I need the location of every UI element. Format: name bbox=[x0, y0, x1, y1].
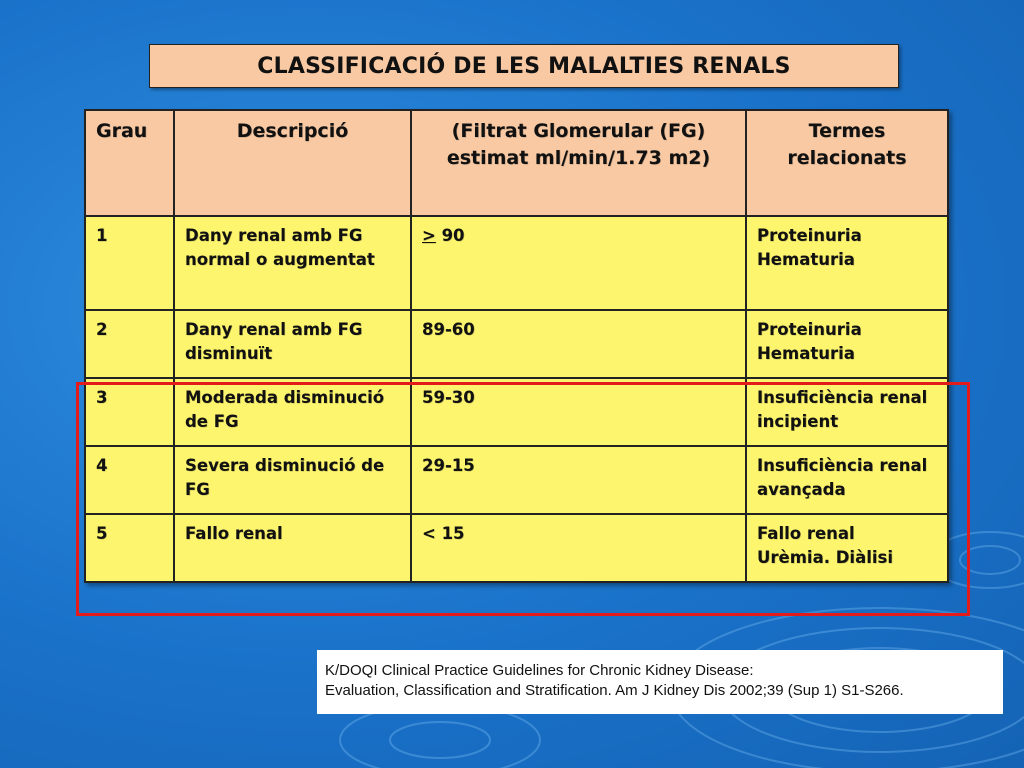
renal-classification-table bbox=[84, 109, 949, 583]
greater-equal-symbol: > bbox=[422, 226, 436, 245]
cell-fg: < 15 bbox=[411, 514, 746, 582]
cell-grau: 4 bbox=[85, 446, 174, 514]
cell-grau: 3 bbox=[85, 378, 174, 446]
cell-grau: 2 bbox=[85, 310, 174, 378]
slide-title: CLASSIFICACIÓ DE LES MALALTIES RENALS bbox=[149, 44, 899, 88]
fg-value: 90 bbox=[435, 226, 465, 245]
header-grau: Grau bbox=[85, 110, 174, 216]
table-row bbox=[85, 446, 948, 514]
cell-fg: 29-15 bbox=[411, 446, 746, 514]
cell-descripcio: Dany renal amb FG normal o augmentat bbox=[174, 216, 411, 310]
cell-termes bbox=[746, 514, 948, 582]
cell-fg bbox=[411, 216, 746, 310]
table-row bbox=[85, 216, 948, 310]
table-row bbox=[85, 514, 948, 582]
termes-line: Insuficiència renal incipient bbox=[757, 388, 928, 431]
table-row bbox=[85, 310, 948, 378]
table-row bbox=[85, 378, 948, 446]
cell-grau: 1 bbox=[85, 216, 174, 310]
header-termes: Termes relacionats bbox=[746, 110, 948, 216]
header-descripcio: Descripció bbox=[174, 110, 411, 216]
citation-box bbox=[317, 650, 1003, 714]
termes-line: Hematuria bbox=[757, 249, 855, 269]
cell-descripcio: Moderada disminució de FG bbox=[174, 378, 411, 446]
termes-line: Fallo renal bbox=[757, 524, 855, 543]
termes-line: Hematuria bbox=[757, 343, 855, 363]
cell-fg: 89-60 bbox=[411, 310, 746, 378]
cell-descripcio: Severa disminució de FG bbox=[174, 446, 411, 514]
citation-line: Evaluation, Classification and Stratification. Am J Kidney Dis 2002;39 (Sup 1) S1-S266. bbox=[325, 681, 904, 699]
cell-termes bbox=[746, 216, 948, 310]
termes-line: Insuficiència renal avançada bbox=[757, 456, 928, 499]
cell-fg: 59-30 bbox=[411, 378, 746, 446]
table-header-row bbox=[85, 110, 948, 216]
cell-grau: 5 bbox=[85, 514, 174, 582]
header-fg: (Filtrat Glomerular (FG) estimat ml/min/1.73 m2) bbox=[411, 110, 746, 216]
cell-descripcio: Fallo renal bbox=[174, 514, 411, 582]
citation-line: K/DOQI Clinical Practice Guidelines for Chronic Kidney Disease: bbox=[325, 662, 754, 679]
termes-line: Urèmia. Diàlisi bbox=[757, 547, 893, 567]
cell-termes bbox=[746, 378, 948, 446]
cell-termes bbox=[746, 310, 948, 378]
termes-line: Proteinuria bbox=[757, 226, 862, 245]
cell-termes bbox=[746, 446, 948, 514]
cell-descripcio: Dany renal amb FG disminuït bbox=[174, 310, 411, 378]
termes-line: Proteinuria bbox=[757, 320, 862, 339]
